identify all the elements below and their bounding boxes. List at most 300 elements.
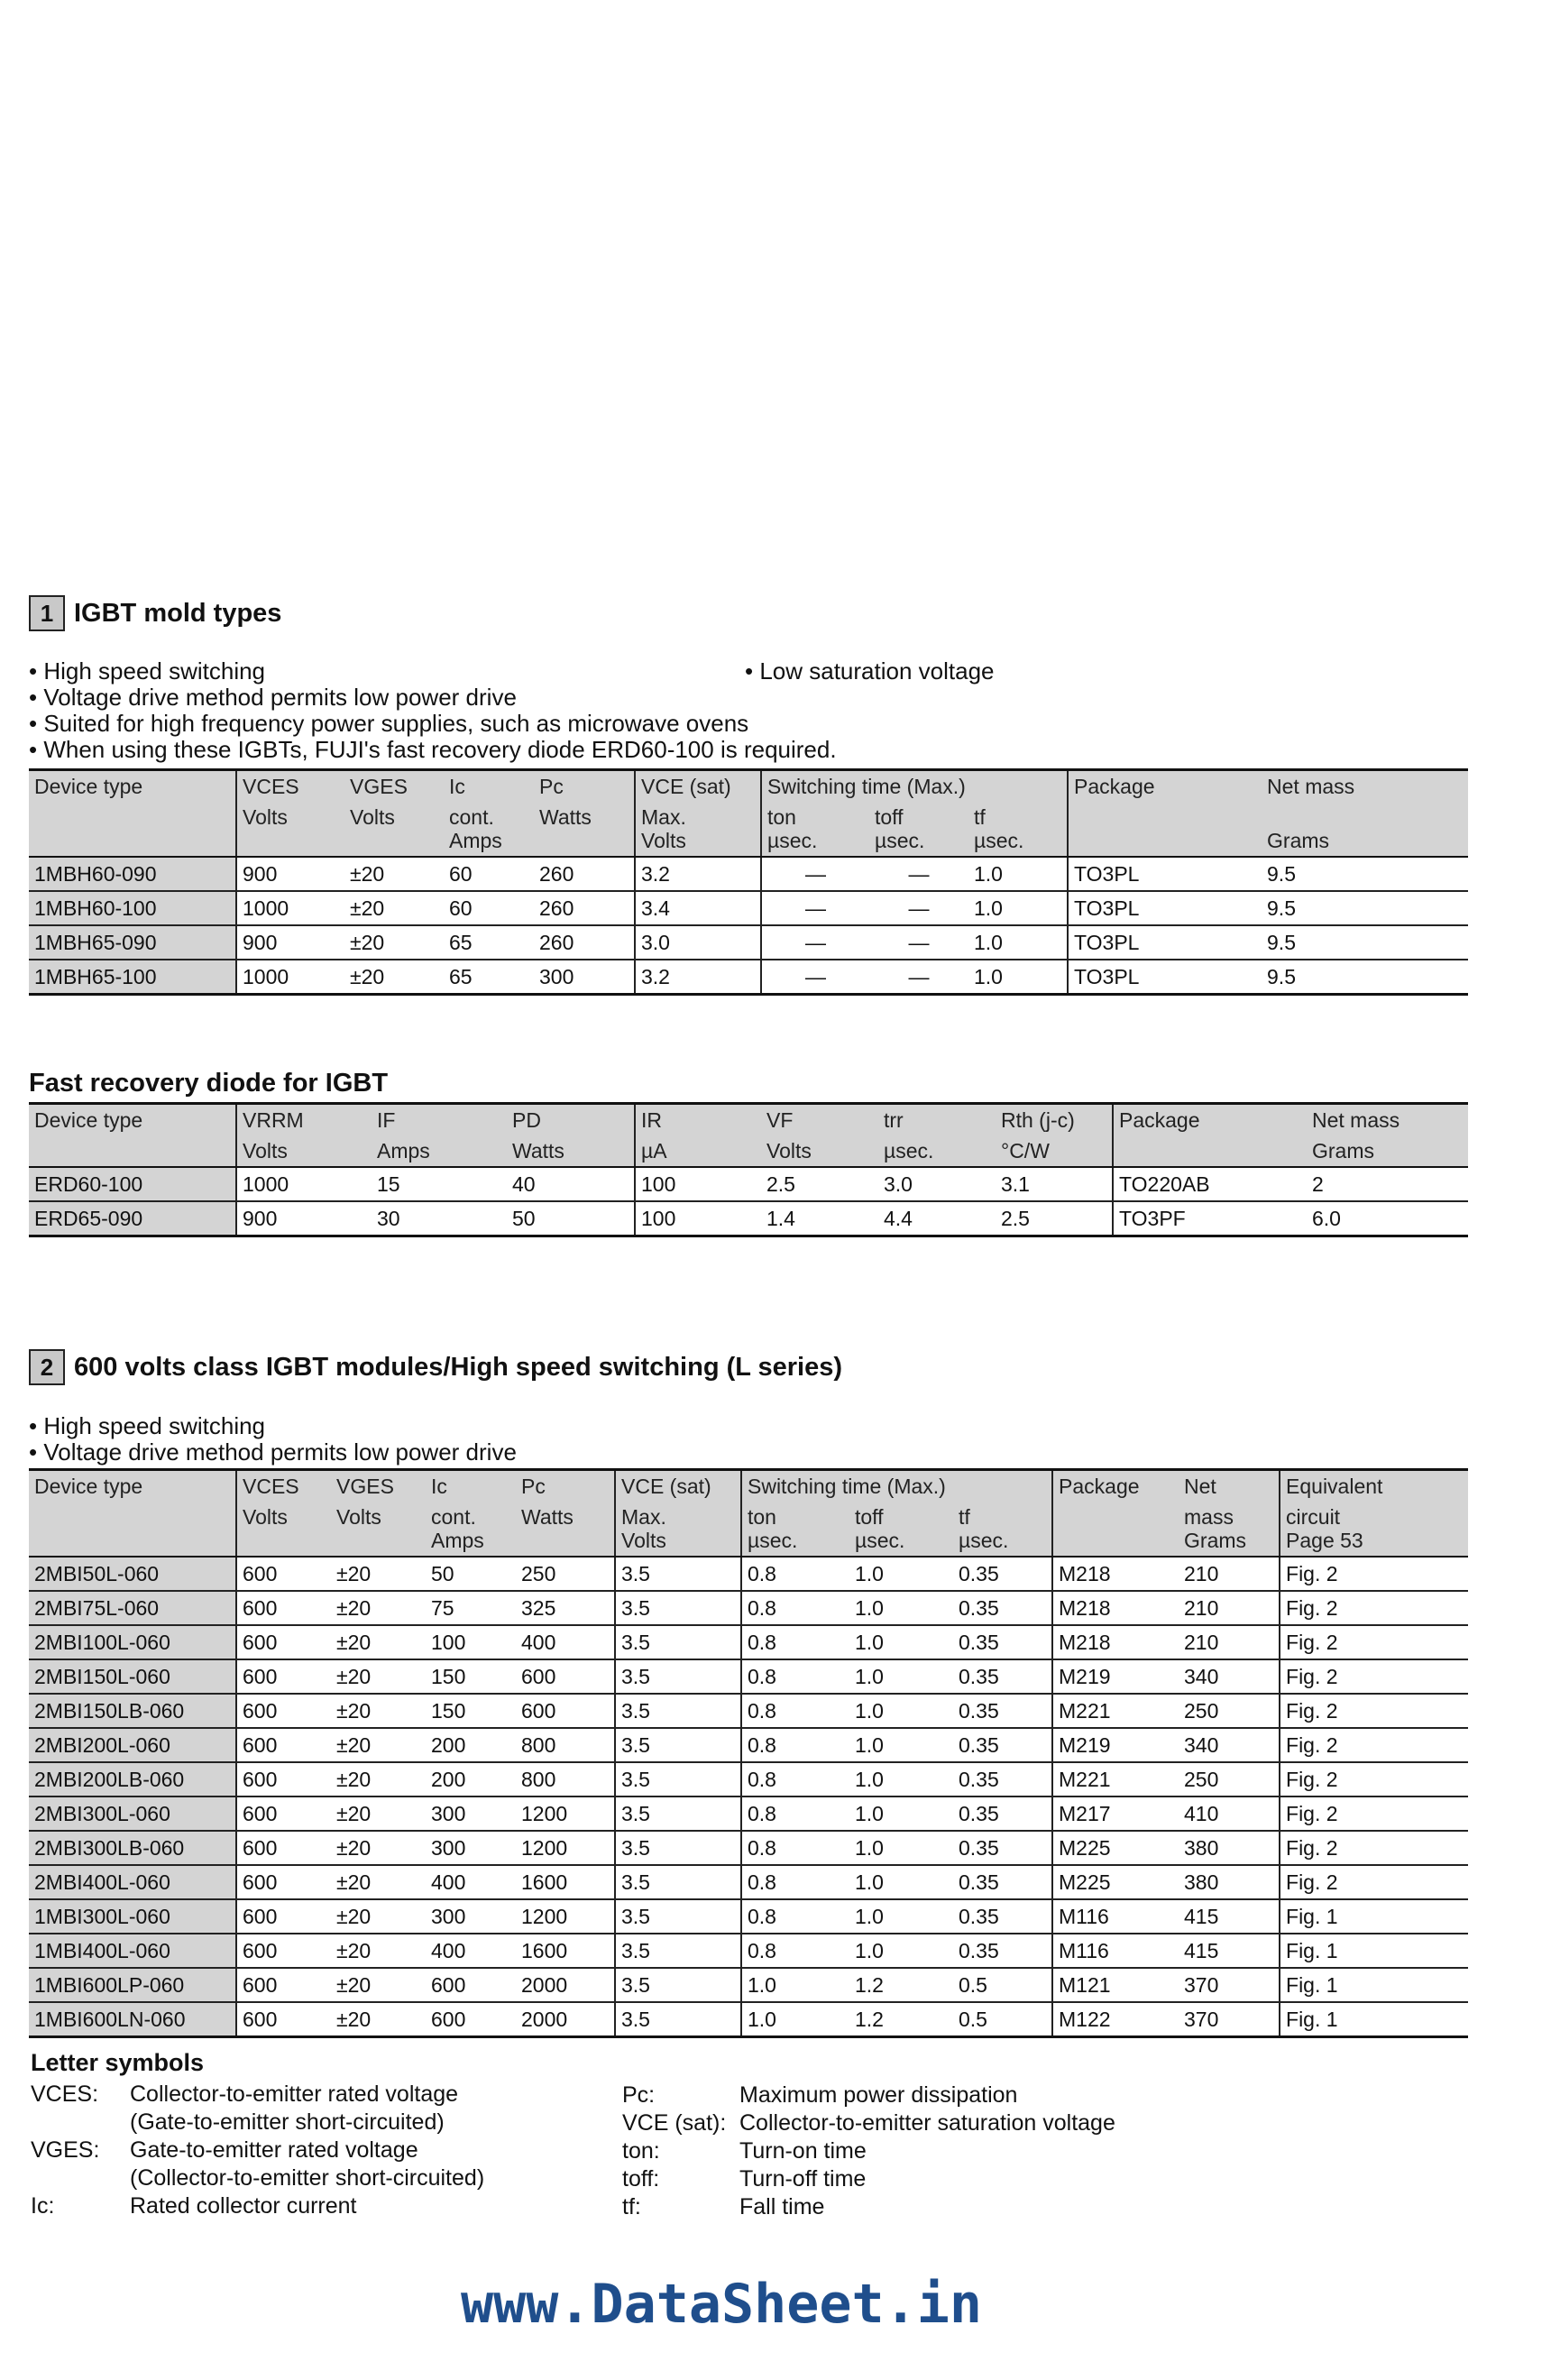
table-cell: 260 (534, 891, 635, 925)
symbol-row (622, 2137, 1115, 2165)
col-ic: Ic (444, 770, 534, 803)
table-cell: M219 (1052, 1728, 1179, 1762)
table-cell: 1.0 (968, 891, 1068, 925)
letter-symbols-right (622, 2081, 1115, 2221)
table-cell: 0.35 (953, 1762, 1052, 1796)
table-cell: 1000 (236, 960, 344, 995)
table-cell: 600 (236, 1831, 331, 1865)
table-cell: ±20 (344, 857, 444, 891)
table-cell: 1.4 (761, 1201, 878, 1236)
table-cell: 210 (1179, 1625, 1280, 1659)
table-cell: 1600 (516, 1865, 615, 1899)
device-type-cell: 2MBI200L-060 (29, 1728, 236, 1762)
table-cell: 0.35 (953, 1899, 1052, 1934)
table-cell: 1.0 (849, 1557, 953, 1591)
table-cell: 9.5 (1262, 891, 1468, 925)
table-cell: 1.0 (741, 1968, 849, 2002)
table-cell: 0.35 (953, 1659, 1052, 1694)
table-cell: 3.5 (615, 1796, 741, 1831)
table-row (29, 1865, 1468, 1899)
device-type-cell: 1MBI400L-060 (29, 1934, 236, 1968)
table-cell: 600 (236, 1762, 331, 1796)
table-cell: — (761, 857, 869, 891)
table-cell: 2000 (516, 2002, 615, 2037)
table-cell: 1.2 (849, 1968, 953, 2002)
table-cell: 50 (507, 1201, 635, 1236)
unit: Grams (1307, 1135, 1468, 1167)
table-cell: 340 (1179, 1659, 1280, 1694)
col-switching: Switching time (Max.) (741, 1470, 1052, 1502)
diode-table (29, 1102, 1468, 1237)
symbol-key: Ic: (31, 2193, 55, 2219)
table-cell: 260 (534, 925, 635, 960)
device-type-cell: 2MBI300L-060 (29, 1796, 236, 1831)
device-type-cell: 2MBI200LB-060 (29, 1762, 236, 1796)
table-cell: M219 (1052, 1659, 1179, 1694)
table-cell: — (761, 960, 869, 995)
table-cell: 370 (1179, 1968, 1280, 2002)
section-2-heading: 600 volts class IGBT modules/High speed switching (L series) (74, 1352, 843, 1382)
unit: Grams (1262, 802, 1468, 857)
symbol-key: VGES: (31, 2137, 100, 2163)
table-cell: M218 (1052, 1591, 1179, 1625)
col-trr: trr (878, 1104, 996, 1136)
table-cell: 1.0 (849, 1659, 953, 1694)
table-cell: 600 (236, 1796, 331, 1831)
table-cell: 1.0 (849, 1899, 953, 1934)
col-switching: Switching time (Max.) (761, 770, 1068, 803)
symbol-desc: Fall time (739, 2194, 825, 2219)
col-ic: Ic (426, 1470, 516, 1502)
table-row (29, 1728, 1468, 1762)
table-cell: 1200 (516, 1796, 615, 1831)
table-cell: 15 (372, 1167, 507, 1201)
table-cell: 1000 (236, 891, 344, 925)
table-cell: 0.35 (953, 1591, 1052, 1625)
table-cell: Fig. 2 (1280, 1591, 1468, 1625)
table-cell: 3.5 (615, 2002, 741, 2037)
table-cell: M121 (1052, 1968, 1179, 2002)
table-cell: 250 (516, 1557, 615, 1591)
col-pc: Pc (516, 1470, 615, 1502)
table-cell: 0.35 (953, 1557, 1052, 1591)
table-cell: — (761, 925, 869, 960)
col-package: Package (1052, 1470, 1179, 1502)
unit: toff µsec. (869, 802, 968, 857)
table-cell: 800 (516, 1762, 615, 1796)
table-cell: 65 (444, 925, 534, 960)
table-cell: 0.35 (953, 1625, 1052, 1659)
col-vce: VCE (sat) (615, 1470, 741, 1502)
table-cell: Fig. 2 (1280, 1796, 1468, 1831)
col-mass: Net mass (1307, 1104, 1468, 1136)
table-cell: 210 (1179, 1557, 1280, 1591)
unit: tf µsec. (968, 802, 1068, 857)
table-cell: Fig. 2 (1280, 1557, 1468, 1591)
table-row (29, 1201, 1468, 1236)
footer-watermark[interactable]: www.DataSheet.in (461, 2273, 982, 2336)
table-cell: 1.0 (849, 1762, 953, 1796)
bullet: • When using these IGBTs, FUJI's fast recovery diode ERD60-100 is required. (29, 736, 837, 763)
table-cell: 3.0 (635, 925, 761, 960)
symbol-desc: Collector-to-emitter rated voltage (130, 2081, 459, 2107)
table-cell: 3.5 (615, 1899, 741, 1934)
table-cell: ±20 (344, 960, 444, 995)
device-type-cell: 1MBH65-100 (29, 960, 236, 995)
table-cell: 0.35 (953, 1865, 1052, 1899)
table-cell: 40 (507, 1167, 635, 1201)
table-cell: 75 (426, 1591, 516, 1625)
table-cell: 3.5 (615, 1934, 741, 1968)
bullet: • High speed switching (29, 1412, 266, 1439)
table-cell: ±20 (331, 1865, 426, 1899)
table-cell: 3.4 (635, 891, 761, 925)
table-cell: 9.5 (1262, 857, 1468, 891)
table-cell: M218 (1052, 1557, 1179, 1591)
table-cell: 0.8 (741, 1694, 849, 1728)
table-cell: 0.35 (953, 1728, 1052, 1762)
symbol-row (31, 2164, 484, 2192)
table-cell: 0.8 (741, 1728, 849, 1762)
device-type-cell: 1MBH65-090 (29, 925, 236, 960)
table-cell: — (869, 857, 968, 891)
table-cell: 415 (1179, 1934, 1280, 1968)
unit: Watts (507, 1135, 635, 1167)
table-cell: 6.0 (1307, 1201, 1468, 1236)
table-cell: 100 (635, 1201, 761, 1236)
unit: Volts (331, 1502, 426, 1557)
symbol-desc: (Collector-to-emitter short-circuited) (130, 2165, 485, 2191)
col-package: Package (1113, 1104, 1307, 1136)
table-cell: TO3PL (1068, 960, 1262, 995)
col-mass: Net mass (1262, 770, 1468, 803)
symbol-desc: Collector-to-emitter saturation voltage (739, 2110, 1115, 2136)
section-1-bullets (29, 658, 837, 763)
table-cell: 0.8 (741, 1659, 849, 1694)
unit: toff µsec. (849, 1502, 953, 1557)
table-cell: ±20 (331, 1968, 426, 2002)
section-2-title (29, 1349, 842, 1385)
device-type-cell: 2MBI300LB-060 (29, 1831, 236, 1865)
table-cell: Fig. 2 (1280, 1762, 1468, 1796)
table-cell: ±20 (331, 1899, 426, 1934)
table-cell: — (761, 891, 869, 925)
unit: circuit Page 53 (1280, 1502, 1468, 1557)
table-cell: 200 (426, 1762, 516, 1796)
table-cell: 600 (236, 1659, 331, 1694)
table-cell: 1.0 (849, 1934, 953, 1968)
table-cell: 1.0 (741, 2002, 849, 2037)
device-type-cell: 2MBI50L-060 (29, 1557, 236, 1591)
table-cell: 1.0 (849, 1796, 953, 1831)
unit: Volts (236, 1502, 331, 1557)
col-vges: VGES (344, 770, 444, 803)
table-cell: — (869, 891, 968, 925)
table-cell: 150 (426, 1659, 516, 1694)
col-pc: Pc (534, 770, 635, 803)
table-cell: 60 (444, 857, 534, 891)
table-cell: 0.8 (741, 1934, 849, 1968)
table-cell: 3.2 (635, 857, 761, 891)
table-cell: 0.35 (953, 1694, 1052, 1728)
diode-heading: Fast recovery diode for IGBT (29, 1069, 389, 1098)
unit: Max. Volts (615, 1502, 741, 1557)
table-cell: 370 (1179, 2002, 1280, 2037)
table-row (29, 1625, 1468, 1659)
table-cell: 1.0 (968, 960, 1068, 995)
unit: mass Grams (1179, 1502, 1280, 1557)
col-equiv: Equivalent (1280, 1470, 1468, 1502)
bullet: • High speed switching (29, 657, 266, 685)
unit: Max. Volts (635, 802, 761, 857)
unit: µsec. (878, 1135, 996, 1167)
table-cell: 600 (516, 1659, 615, 1694)
table-cell: 30 (372, 1201, 507, 1236)
col-device: Device type (29, 1470, 236, 1502)
table-cell: 415 (1179, 1899, 1280, 1934)
table-cell: 410 (1179, 1796, 1280, 1831)
device-type-cell: 2MBI150LB-060 (29, 1694, 236, 1728)
table-cell: — (869, 925, 968, 960)
unit: Amps (372, 1135, 507, 1167)
device-type-cell: 2MBI100L-060 (29, 1625, 236, 1659)
igbt-mold-table (29, 768, 1468, 996)
table-row (29, 1167, 1468, 1201)
table-cell: 0.8 (741, 1557, 849, 1591)
table-cell: ±20 (331, 1762, 426, 1796)
table-cell: 0.8 (741, 1865, 849, 1899)
symbol-row (622, 2193, 1115, 2221)
table-cell: 0.5 (953, 2002, 1052, 2037)
table-cell: 200 (426, 1728, 516, 1762)
table-cell: 150 (426, 1694, 516, 1728)
table-cell: 2.5 (996, 1201, 1113, 1236)
table-cell: 3.0 (878, 1167, 996, 1201)
table-cell: 600 (236, 1557, 331, 1591)
table-cell: 380 (1179, 1831, 1280, 1865)
unit: Volts (236, 802, 344, 857)
table-cell: ±20 (331, 1659, 426, 1694)
table-cell: 600 (236, 1934, 331, 1968)
symbol-desc: Maximum power dissipation (739, 2082, 1018, 2108)
table-cell: 3.5 (615, 1728, 741, 1762)
table-cell: 100 (426, 1625, 516, 1659)
table-cell: 9.5 (1262, 925, 1468, 960)
symbol-key: VCES: (31, 2081, 99, 2107)
table-cell: TO220AB (1113, 1167, 1307, 1201)
table-cell: 600 (236, 1865, 331, 1899)
section-1-title (29, 595, 281, 631)
symbol-row (31, 2136, 484, 2164)
table-cell: 1.0 (849, 1694, 953, 1728)
table-cell: TO3PL (1068, 891, 1262, 925)
col-if: IF (372, 1104, 507, 1136)
table-cell: 400 (426, 1934, 516, 1968)
table-cell: 600 (236, 1591, 331, 1625)
table-cell: 2000 (516, 1968, 615, 2002)
device-type-cell: 2MBI75L-060 (29, 1591, 236, 1625)
table-cell: 1.0 (849, 1591, 953, 1625)
device-type-cell: 1MBI300L-060 (29, 1899, 236, 1934)
symbol-desc: Rated collector current (130, 2193, 357, 2219)
table-row (29, 960, 1468, 995)
table-cell: 0.8 (741, 1762, 849, 1796)
table-cell: 900 (236, 1201, 372, 1236)
table-cell: M116 (1052, 1934, 1179, 1968)
device-type-cell: 2MBI150L-060 (29, 1659, 236, 1694)
col-pd: PD (507, 1104, 635, 1136)
table-cell: Fig. 2 (1280, 1865, 1468, 1899)
table-cell: 3.5 (615, 1762, 741, 1796)
table-cell: Fig. 1 (1280, 1934, 1468, 1968)
table-cell: 300 (426, 1831, 516, 1865)
table-cell: TO3PF (1113, 1201, 1307, 1236)
table-cell: 0.5 (953, 1968, 1052, 2002)
table-cell: Fig. 1 (1280, 1899, 1468, 1934)
table-row (29, 1831, 1468, 1865)
table-cell: ±20 (331, 1591, 426, 1625)
table-cell: 1.0 (849, 1831, 953, 1865)
table-cell: 1200 (516, 1831, 615, 1865)
table-cell: 3.2 (635, 960, 761, 995)
table-cell: 1.0 (849, 1728, 953, 1762)
device-type-cell: ERD65-090 (29, 1201, 236, 1236)
col-device: Device type (29, 1104, 236, 1136)
bullet: • Suited for high frequency power supplies, such as microwave ovens (29, 710, 749, 737)
table-cell: 3.1 (996, 1167, 1113, 1201)
table-cell: 3.5 (615, 1625, 741, 1659)
table-cell: 300 (426, 1899, 516, 1934)
table-cell: 1000 (236, 1167, 372, 1201)
table-cell: 600 (516, 1694, 615, 1728)
table-row (29, 1934, 1468, 1968)
device-type-cell: 2MBI400L-060 (29, 1865, 236, 1899)
col-vce: VCE (sat) (635, 770, 761, 803)
table-cell: ±20 (344, 891, 444, 925)
table-cell: 900 (236, 857, 344, 891)
table-cell: ±20 (331, 1728, 426, 1762)
table-cell: M225 (1052, 1831, 1179, 1865)
symbol-row (31, 2192, 484, 2220)
table-cell: 600 (236, 1968, 331, 2002)
table-cell: 600 (426, 1968, 516, 2002)
table-cell: 600 (236, 1694, 331, 1728)
table-cell: 325 (516, 1591, 615, 1625)
table-cell: 65 (444, 960, 534, 995)
table-cell: M221 (1052, 1762, 1179, 1796)
table-row (29, 1762, 1468, 1796)
table-cell: 0.8 (741, 1625, 849, 1659)
symbol-key: Pc: (622, 2082, 656, 2108)
table-cell: 1.0 (849, 1625, 953, 1659)
table-cell: 3.5 (615, 1694, 741, 1728)
bullet: • Voltage drive method permits low power drive (29, 684, 517, 711)
table-cell: Fig. 2 (1280, 1659, 1468, 1694)
table-cell: 400 (516, 1625, 615, 1659)
table-row (29, 1659, 1468, 1694)
symbol-key: ton: (622, 2138, 660, 2164)
section-2-bullets (29, 1413, 517, 1466)
table-cell: Fig. 2 (1280, 1625, 1468, 1659)
symbol-row (31, 2109, 484, 2136)
unit: Volts (761, 1135, 878, 1167)
letter-symbols (31, 2049, 484, 2220)
unit: ton µsec. (761, 802, 869, 857)
col-ir: IR (635, 1104, 761, 1136)
table-cell: 600 (236, 1899, 331, 1934)
unit: cont. Amps (444, 802, 534, 857)
table-cell: 0.8 (741, 1899, 849, 1934)
letter-symbols-title: Letter symbols (31, 2049, 205, 2076)
table-cell: M122 (1052, 2002, 1179, 2037)
symbol-desc: Turn-on time (739, 2138, 867, 2164)
table-row (29, 1694, 1468, 1728)
device-type-cell: 1MBI600LP-060 (29, 1968, 236, 2002)
symbol-desc: Turn-off time (739, 2166, 867, 2192)
symbol-desc: (Gate-to-emitter short-circuited) (130, 2109, 445, 2135)
table-cell: 100 (635, 1167, 761, 1201)
symbol-key: tf: (622, 2194, 641, 2219)
unit: Volts (236, 1135, 372, 1167)
col-rth: Rth (j-c) (996, 1104, 1113, 1136)
table-row (29, 925, 1468, 960)
table-cell: ±20 (331, 1694, 426, 1728)
unit: tf µsec. (953, 1502, 1052, 1557)
table-cell: 1.0 (968, 857, 1068, 891)
symbol-key: VCE (sat): (622, 2110, 727, 2136)
table-cell: ±20 (331, 1831, 426, 1865)
table-cell: Fig. 1 (1280, 1968, 1468, 2002)
col-package: Package (1068, 770, 1262, 803)
table-cell: ±20 (331, 1625, 426, 1659)
diode-section-title (29, 1069, 388, 1098)
section-1-number: 1 (29, 595, 65, 631)
unit: °C/W (996, 1135, 1113, 1167)
table-row (29, 1899, 1468, 1934)
table-cell: 1600 (516, 1934, 615, 1968)
table-row (29, 1591, 1468, 1625)
table-row (29, 891, 1468, 925)
table-cell: 210 (1179, 1591, 1280, 1625)
symbol-row (622, 2165, 1115, 2193)
unit: Watts (534, 802, 635, 857)
bullet-right: • Low saturation voltage (745, 657, 995, 685)
table-row (29, 2002, 1468, 2037)
table-cell: 3.5 (615, 1865, 741, 1899)
table-cell: 380 (1179, 1865, 1280, 1899)
table-cell: 1.2 (849, 2002, 953, 2037)
symbol-key (31, 2109, 130, 2136)
table-cell: 900 (236, 925, 344, 960)
table-cell: 2.5 (761, 1167, 878, 1201)
table-cell: 1.0 (968, 925, 1068, 960)
table-cell: ±20 (331, 1557, 426, 1591)
table-cell: ±20 (331, 1934, 426, 1968)
table-cell: 1200 (516, 1899, 615, 1934)
table-row (29, 1557, 1468, 1591)
col-vces: VCES (236, 1470, 331, 1502)
table-cell: 9.5 (1262, 960, 1468, 995)
table-cell: 600 (426, 2002, 516, 2037)
table-cell: TO3PL (1068, 857, 1262, 891)
table-cell: ±20 (331, 2002, 426, 2037)
table-cell: 250 (1179, 1762, 1280, 1796)
table-cell: M116 (1052, 1899, 1179, 1934)
table-cell: 260 (534, 857, 635, 891)
table-cell: 300 (534, 960, 635, 995)
table-cell: TO3PL (1068, 925, 1262, 960)
table-cell: Fig. 1 (1280, 2002, 1468, 2037)
